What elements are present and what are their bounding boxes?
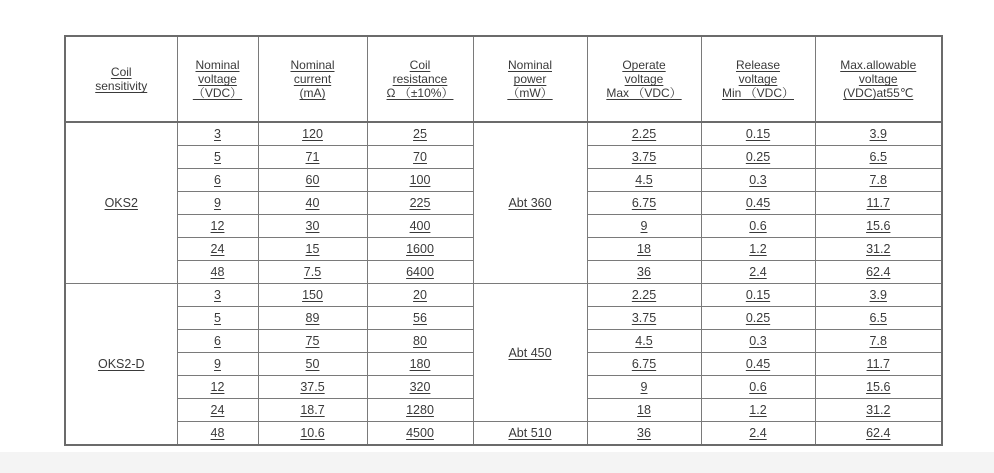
resistance-cell (367, 238, 473, 261)
header-max-allowable-voltage (815, 36, 942, 122)
header-operate-voltage (587, 36, 701, 122)
operate-value: 9 (640, 219, 648, 233)
current-cell (258, 422, 367, 446)
table-row (65, 284, 942, 307)
current-cell (258, 330, 367, 353)
release-value: 0.15 (745, 288, 771, 302)
max-cell (815, 330, 942, 353)
header-row (65, 36, 942, 122)
resistance-value: 100 (409, 173, 431, 187)
release-cell (701, 376, 815, 399)
max-value: 15.6 (866, 380, 891, 394)
max-value: 6.5 (869, 150, 887, 164)
resistance-value: 70 (413, 150, 427, 164)
max-cell (815, 215, 942, 238)
coil-sensitivity-label: OKS2 (104, 196, 138, 210)
header-line: （mW） (507, 86, 553, 100)
resistance-cell (367, 284, 473, 307)
current-value: 71 (305, 150, 320, 164)
resistance-value: 180 (409, 357, 431, 371)
max-cell (815, 399, 942, 422)
operate-cell (587, 376, 701, 399)
max-value: 3.9 (869, 288, 887, 302)
voltage-value: 3 (214, 288, 221, 302)
release-cell (701, 330, 815, 353)
operate-cell (587, 399, 701, 422)
voltage-value: 48 (210, 265, 225, 279)
max-value: 3.9 (869, 127, 887, 141)
release-value: 0.6 (749, 219, 767, 233)
header-line: Operate (622, 58, 666, 72)
max-cell (815, 353, 942, 376)
resistance-cell (367, 146, 473, 169)
resistance-value: 20 (413, 288, 427, 302)
max-value: 62.4 (866, 426, 891, 440)
operate-value: 36 (637, 426, 651, 440)
release-value: 0.3 (749, 173, 767, 187)
max-value: 15.6 (866, 219, 891, 233)
header-line: Min （VDC） (721, 86, 794, 100)
max-cell (815, 192, 942, 215)
operate-cell (587, 215, 701, 238)
release-cell (701, 215, 815, 238)
voltage-cell (177, 330, 258, 353)
header-line: current (293, 72, 332, 86)
operate-cell (587, 146, 701, 169)
release-value: 1.2 (749, 403, 767, 417)
max-cell (815, 169, 942, 192)
max-value: 7.8 (869, 173, 887, 187)
header-line: voltage (624, 72, 664, 86)
header-line: (mA) (299, 86, 326, 100)
current-cell (258, 307, 367, 330)
release-cell (701, 238, 815, 261)
voltage-value: 6 (214, 334, 221, 348)
voltage-cell (177, 122, 258, 146)
voltage-value: 12 (210, 219, 225, 233)
current-cell (258, 353, 367, 376)
resistance-cell (367, 169, 473, 192)
operate-value: 6.75 (631, 357, 657, 371)
resistance-cell (367, 261, 473, 284)
nominal-power-cell (473, 422, 587, 446)
voltage-cell (177, 376, 258, 399)
operate-value: 2.25 (631, 127, 657, 141)
current-cell (258, 284, 367, 307)
voltage-cell (177, 261, 258, 284)
resistance-value: 6400 (406, 265, 434, 279)
voltage-value: 9 (214, 357, 221, 371)
release-value: 0.25 (745, 150, 771, 164)
nominal-power-value: Abt 360 (508, 196, 552, 210)
header-line: Max.allowable (840, 58, 917, 72)
voltage-cell (177, 284, 258, 307)
operate-value: 18 (637, 403, 651, 417)
voltage-value: 9 (214, 196, 221, 210)
voltage-cell (177, 399, 258, 422)
max-cell (815, 261, 942, 284)
resistance-value: 1600 (406, 242, 434, 256)
header-release-voltage (701, 36, 815, 122)
header-line: voltage (198, 72, 237, 86)
max-value: 31.2 (866, 242, 891, 256)
release-value: 0.45 (745, 196, 771, 210)
current-value: 40 (305, 196, 320, 210)
table-body (65, 122, 942, 445)
resistance-cell (367, 353, 473, 376)
current-value: 30 (305, 219, 320, 233)
header-label (702, 58, 815, 100)
header-label (816, 58, 942, 100)
max-value: 11.7 (866, 357, 890, 371)
current-cell (258, 192, 367, 215)
current-cell (258, 146, 367, 169)
table-row (65, 422, 942, 446)
header-line: (VDC)at55℃ (843, 86, 914, 100)
header-line: Nominal (290, 58, 335, 72)
max-cell (815, 376, 942, 399)
max-cell (815, 422, 942, 446)
header-line: voltage (738, 72, 778, 86)
voltage-cell (177, 169, 258, 192)
header-nominal-current (258, 36, 367, 122)
current-cell (258, 261, 367, 284)
resistance-cell (367, 192, 473, 215)
current-value: 120 (302, 127, 323, 141)
header-label (474, 58, 587, 100)
release-value: 0.45 (745, 357, 771, 371)
max-cell (815, 307, 942, 330)
voltage-value: 3 (214, 127, 221, 141)
resistance-cell (367, 376, 473, 399)
voltage-value: 48 (210, 426, 225, 440)
coil-sensitivity-label: OKS2-D (97, 357, 145, 371)
nominal-power-value: Abt 510 (508, 426, 552, 440)
current-value: 10.6 (300, 426, 325, 440)
current-cell (258, 238, 367, 261)
max-value: 62.4 (866, 265, 891, 279)
resistance-value: 1280 (406, 403, 434, 417)
operate-value: 3.75 (631, 150, 657, 164)
release-cell (701, 399, 815, 422)
current-value: 89 (305, 311, 320, 325)
current-value: 37.5 (300, 380, 325, 394)
release-cell (701, 122, 815, 146)
max-cell (815, 284, 942, 307)
voltage-cell (177, 422, 258, 446)
current-value: 15 (305, 242, 320, 256)
current-value: 150 (302, 288, 323, 302)
release-cell (701, 169, 815, 192)
resistance-value: 4500 (406, 426, 434, 440)
header-line: power (513, 72, 547, 86)
release-value: 2.4 (749, 426, 767, 440)
resistance-cell (367, 399, 473, 422)
release-value: 0.15 (745, 127, 771, 141)
header-label (178, 58, 258, 100)
header-label (66, 65, 177, 93)
voltage-cell (177, 238, 258, 261)
operate-cell (587, 422, 701, 446)
resistance-cell (367, 122, 473, 146)
resistance-cell (367, 330, 473, 353)
nominal-power-cell (473, 284, 587, 422)
release-value: 0.3 (749, 334, 767, 348)
voltage-value: 6 (214, 173, 221, 187)
current-value: 50 (305, 357, 320, 371)
current-cell (258, 399, 367, 422)
voltage-cell (177, 353, 258, 376)
table-row (65, 122, 942, 146)
header-line: voltage (858, 72, 898, 86)
current-value: 7.5 (303, 265, 322, 279)
operate-cell (587, 284, 701, 307)
header-nominal-power (473, 36, 587, 122)
current-cell (258, 122, 367, 146)
current-value: 60 (305, 173, 320, 187)
current-cell (258, 169, 367, 192)
header-line: Max （VDC） (606, 86, 682, 100)
operate-cell (587, 122, 701, 146)
voltage-cell (177, 307, 258, 330)
header-line: Coil (409, 58, 431, 72)
voltage-value: 12 (210, 380, 225, 394)
header-label (259, 58, 367, 100)
voltage-cell (177, 146, 258, 169)
operate-value: 3.75 (631, 311, 657, 325)
max-cell (815, 238, 942, 261)
operate-cell (587, 192, 701, 215)
header-label (368, 58, 473, 100)
max-value: 31.2 (866, 403, 891, 417)
current-cell (258, 376, 367, 399)
operate-value: 36 (637, 265, 651, 279)
header-coil-resistance (367, 36, 473, 122)
max-cell (815, 122, 942, 146)
header-coil-sensitivity (65, 36, 177, 122)
resistance-cell (367, 215, 473, 238)
coil-spec-table (64, 35, 943, 446)
max-cell (815, 146, 942, 169)
max-value: 7.8 (869, 334, 887, 348)
release-value: 0.25 (745, 311, 771, 325)
release-cell (701, 422, 815, 446)
current-value: 75 (305, 334, 320, 348)
resistance-value: 25 (413, 127, 427, 141)
resistance-cell (367, 307, 473, 330)
operate-value: 9 (640, 380, 648, 394)
voltage-cell (177, 215, 258, 238)
resistance-value: 225 (409, 196, 431, 210)
current-value: 18.7 (300, 403, 325, 417)
voltage-value: 5 (214, 150, 221, 164)
header-line: sensitivity (95, 79, 148, 93)
resistance-value: 400 (409, 219, 431, 233)
release-value: 0.6 (749, 380, 767, 394)
nominal-power-cell (473, 122, 587, 284)
voltage-cell (177, 192, 258, 215)
header-line: resistance (392, 72, 448, 86)
header-line: Nominal (195, 58, 240, 72)
header-line: （VDC） (192, 86, 243, 100)
operate-value: 4.5 (635, 334, 653, 348)
release-cell (701, 353, 815, 376)
release-value: 1.2 (749, 242, 767, 256)
operate-value: 4.5 (635, 173, 653, 187)
voltage-value: 24 (210, 403, 225, 417)
header-line: Release (735, 58, 781, 72)
operate-value: 6.75 (631, 196, 657, 210)
release-value: 2.4 (749, 265, 767, 279)
release-cell (701, 261, 815, 284)
current-cell (258, 215, 367, 238)
header-line: Coil (110, 65, 132, 79)
operate-cell (587, 238, 701, 261)
max-value: 11.7 (866, 196, 890, 210)
header-line: Ω （±10%） (386, 86, 454, 100)
operate-cell (587, 307, 701, 330)
resistance-value: 320 (409, 380, 431, 394)
voltage-value: 5 (214, 311, 221, 325)
operate-value: 2.25 (631, 288, 657, 302)
bottom-band (0, 452, 994, 473)
max-value: 6.5 (869, 311, 887, 325)
operate-value: 18 (637, 242, 651, 256)
release-cell (701, 307, 815, 330)
resistance-value: 56 (413, 311, 427, 325)
operate-cell (587, 353, 701, 376)
operate-cell (587, 169, 701, 192)
release-cell (701, 146, 815, 169)
coil-sensitivity-cell (65, 284, 177, 446)
release-cell (701, 284, 815, 307)
header-nominal-voltage (177, 36, 258, 122)
header-line: Nominal (507, 58, 552, 72)
voltage-value: 24 (210, 242, 225, 256)
operate-cell (587, 330, 701, 353)
resistance-value: 80 (413, 334, 427, 348)
release-cell (701, 192, 815, 215)
coil-sensitivity-cell (65, 122, 177, 284)
header-label (588, 58, 701, 100)
nominal-power-value: Abt 450 (508, 345, 552, 360)
resistance-cell (367, 422, 473, 446)
operate-cell (587, 261, 701, 284)
